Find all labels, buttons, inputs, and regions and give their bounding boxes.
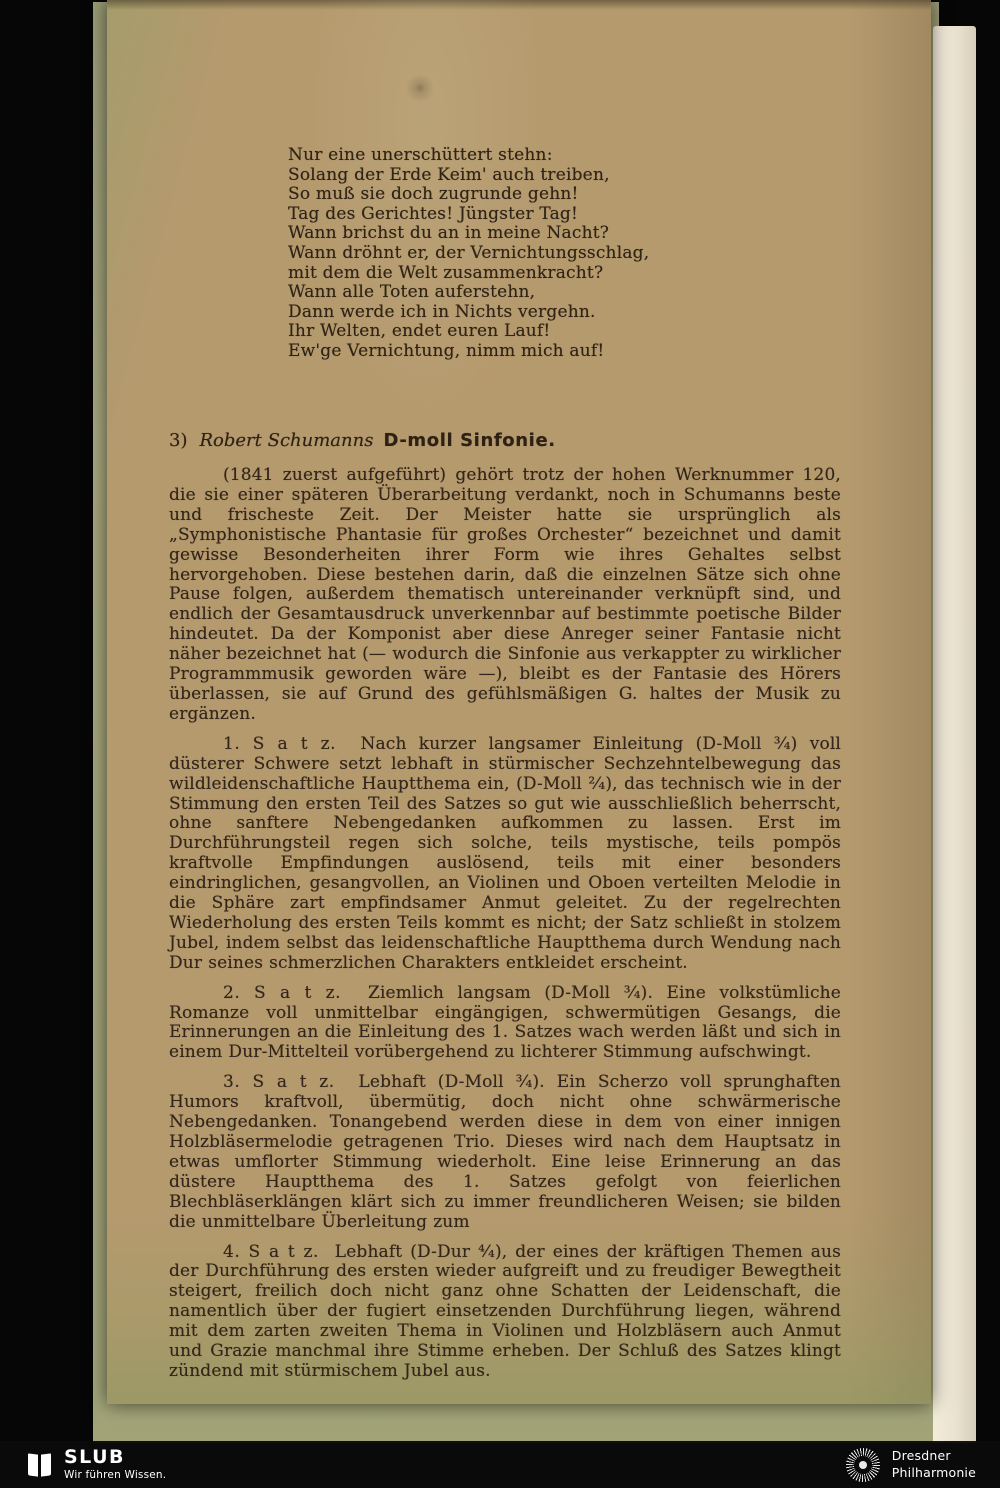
heading-title: D-moll Sinfonie. (383, 430, 556, 451)
main-text-block (169, 430, 841, 1392)
movement-label: 4. S a t z. (223, 1241, 319, 1262)
poem-line: Solang der Erde Keim' auch treiben, (288, 164, 610, 185)
poem-line: Nur eine unerschüttert stehn: (288, 145, 553, 165)
philharmonie-branding[interactable] (846, 1448, 976, 1482)
poem-line: Ihr Welten, endet euren Lauf! (288, 321, 551, 342)
philharmonie-logo-icon (846, 1448, 880, 1482)
philharmonie-name-line2: Philharmonie (891, 1464, 976, 1480)
viewer-footer-bar (0, 1441, 1000, 1488)
poem-line: Wann alle Toten auferstehn, (288, 282, 536, 303)
movement-text: Lebhaft (D-Moll ³⁄₄). Ein Scherzo voll sprunghaften Humors kraftvoll, übermütig, doch nicht ohne schwärmerische Nebengedanken. Tonangebend werden diese in dem von einer innigen Holzbläsermelodie getragenen Trio. Dieses wird nach dem Hauptsatz in etwas umflorter Stimmung wiederholt. Eine leise Erinnerung an das düstere Hauptthema des 1. Satzes gefolgt von feierlichen Blechbläserklängen klärt sich zu immer freundlicheren Weisen; sie bilden die unmittelbare Überleitung zum (169, 1072, 842, 1232)
movement-paragraph (169, 984, 841, 1064)
poem-line: Wann dröhnt er, der Vernichtungsschlag, (288, 242, 650, 263)
scanned-page (107, 0, 931, 1404)
movement-paragraph (169, 1243, 841, 1382)
slub-book-icon (26, 1452, 53, 1478)
poem-block (288, 146, 649, 362)
poem-line: Dann werde ich in Nichts vergehn. (288, 301, 596, 322)
heading-author: Robert Schumanns (199, 430, 374, 451)
poem-line: Tag des Gerichtes! Jüngster Tag! (288, 203, 579, 224)
movement-paragraph (169, 735, 841, 974)
poem-line: So muß sie doch zugrunde gehn! (288, 184, 579, 205)
slub-branding[interactable] (26, 1445, 167, 1482)
poem-line: Ew'ge Vernichtung, nimm mich auf! (288, 340, 605, 361)
slub-text (64, 1445, 167, 1482)
philharmonie-name-line1: Dresdner (891, 1448, 951, 1464)
poem-line: mit dem die Welt zusammenkracht? (288, 262, 604, 283)
movement-label: 2. S a t z. (223, 982, 342, 1003)
section-heading (169, 430, 841, 451)
poem-line: Wann brichst du an in meine Nacht? (288, 223, 610, 244)
slub-tagline: Wir führen Wissen. (64, 1469, 167, 1482)
movement-paragraph (169, 1073, 841, 1232)
movement-label: 3. S a t z. (223, 1072, 335, 1093)
movement-text: Lebhaft (D-Dur ⁴⁄₄), der eines der kräftigen Themen aus der Durchführung des ersten wieder aufgreift und zu freudiger Bewegtheit steigert, freilich doch nicht ganz ohne Schatten der Leidenschaft, die namentlich über der fugiert einsetzenden Durchführung liegen, während mit dem zarten zweiten Thema in Violinen und Holzbläsern auch Anmut und Grazie manchmal ihre Stimme erheben. Der Schluß des Satzes klingt zündend mit stürmischem Jubel aus. (169, 1241, 842, 1381)
movement-text: Nach kurzer langsamer Einleitung (D-Moll ³⁄₄) voll düsterer Schwere setzt lebhaft in stürmischer Sechzehntelbewegung das wildleidenschaftliche Hauptthema ein, (D-Moll ²⁄₄), das technisch wie in der Stimmung den ersten Teil des Satzes so gut wie ausschließlich beherrscht, ohne sanftere Nebengedanken aufkommen zu lassen. Erst im Durchführungsteil regen sich solche, teils mystische, teils pompös kraftvolle Empfindungen auslösend, teils mit einer besonders eindringlichen, gesangvollen, an Violinen und Oboen verteilten Melodie in die Sphäre zart empfindsamer Anmut geleitet. Zu der regelrechten Wiederholung des ersten Teils kommt es nicht; der Satz schließt in stolzem Jubel, indem selbst das leidenschaftliche Hauptthema durch Wendung nach Dur seines schmerzlichen Charakters entkleidet erscheint. (169, 733, 842, 973)
movement-text: Ziemlich langsam (D-Moll ³⁄₄). Eine volkstümliche Romanze voll unmittelbar eingängigen, schwermütigen Gesangs, die Erinnerungen an die Einleitung des 1. Satzes wach werden läßt und sich in einem Dur-Mittelteil vorübergehend zu lichterer Stimmung aufschwingt. (169, 982, 841, 1063)
slub-name: SLUB (64, 1445, 126, 1468)
intro-paragraph: (1841 zuerst aufgeführt) gehört trotz der hohen Werknummer 120, die sie einer späteren Überarbeitung verdankt, noch in Schumanns beste und frischeste Zeit. Der Meister hatte sie ursprünglich als „Symphonistische Phantasie für großes Orchester“ bezeichnet und damit gewisse Besonderheiten ihrer Form wie ihres Gehaltes selbst hervorgehoben. Diese bestehen darin, daß die einzelnen Sätze sich ohne Pause folgen, außerdem thematisch untereinander verknüpft sind, und endlich der Gesamtausdruck unverkennbar auf bestimmte poetische Bilder hindeutet. Da der Komponist aber diese Anreger seiner Fantasie nicht näher bezeichnet hat (— wodurch die Sinfonie aus verkappter zu wirklicher Programmmusik geworden wäre —), bleibt es der Fantasie des Hörers überlassen, sie auf Grund des gefühlsmäßigen G. haltes der Musik zu ergänzen. (169, 465, 841, 724)
philharmonie-text (892, 1448, 976, 1481)
next-page-edge (933, 26, 976, 1443)
movement-label: 1. S a t z. (223, 733, 337, 754)
heading-number: 3) (169, 430, 188, 451)
